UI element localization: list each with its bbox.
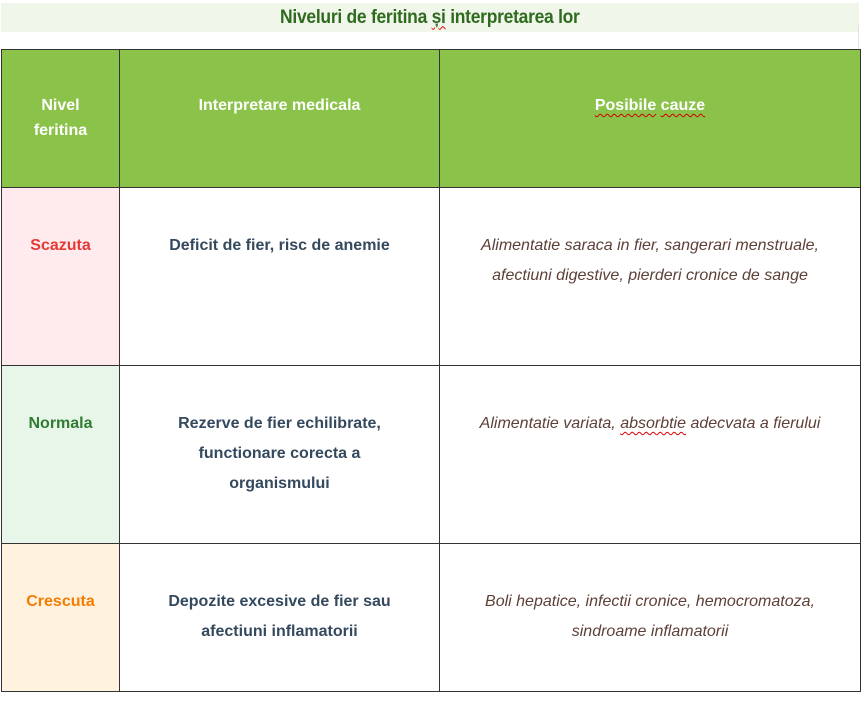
interpretation-text-high: Depozite excesive de fier sau afectiuni inflamatorii	[168, 593, 391, 640]
level-cell-normal	[2, 366, 120, 544]
table-row-low	[2, 188, 861, 366]
level-label-low: Scazuta	[30, 237, 91, 254]
header-interpretation	[120, 50, 440, 188]
header-causes-word1[interactable]: Posibile	[594, 97, 657, 114]
ferritin-levels-table	[1, 49, 861, 692]
interpretation-cell-normal	[120, 366, 440, 544]
level-cell-low	[2, 188, 120, 366]
interpretation-text-normal: Rezerve de fier echilibrate, functionare corecta a organismului	[178, 415, 381, 492]
causes-text-normal	[440, 366, 860, 439]
header-level	[2, 50, 120, 188]
table-row-high	[2, 544, 861, 692]
causes-text-high: Boli hepatice, infectii cronice, hemocromatoza, sindroame inflamatorii	[485, 593, 815, 640]
causes-cell-high	[440, 544, 861, 692]
causes-text-low: Alimentatie saraca in fier, sangerari menstruale, afectiuni digestive, pierderi cronice de sange	[481, 237, 819, 284]
title-misspelled-word[interactable]: și	[431, 6, 446, 28]
level-label-normal: Normala	[28, 415, 93, 432]
header-causes	[440, 50, 861, 188]
header-interpretation-label: Interpretare medicala	[198, 97, 361, 114]
title-prefix: Niveluri de feritina	[280, 6, 432, 28]
header-causes-word2[interactable]: cauze	[660, 97, 706, 114]
header-level-label: Nivel feritina	[33, 97, 88, 139]
interpretation-cell-high	[120, 544, 440, 692]
level-cell-high	[2, 544, 120, 692]
causes-cell-normal	[440, 366, 861, 544]
page-title	[280, 7, 580, 29]
causes-part2-normal: adecvata a fierului	[686, 415, 821, 432]
table-row-normal	[2, 366, 861, 544]
title-band	[1, 3, 859, 32]
table-header-row	[2, 50, 861, 188]
interpretation-cell-low	[120, 188, 440, 366]
causes-cell-low	[440, 188, 861, 366]
causes-misspelled-word[interactable]: absorbtie	[620, 415, 687, 432]
title-suffix: interpretarea lor	[445, 6, 580, 28]
causes-part1-normal: Alimentatie variata,	[479, 415, 621, 432]
interpretation-text-low: Deficit de fier, risc de anemie	[169, 237, 390, 254]
level-label-high: Crescuta	[26, 593, 95, 610]
